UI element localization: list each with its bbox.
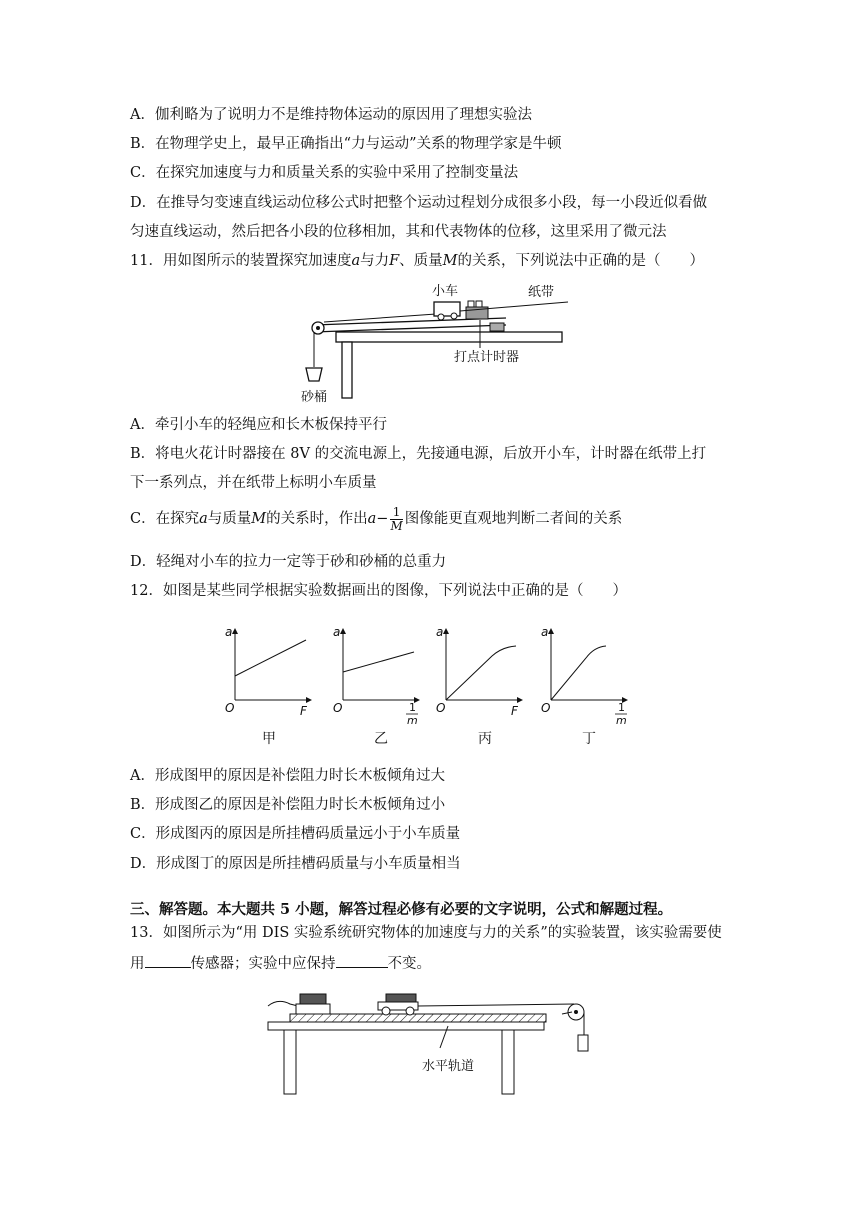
q13-line2 xyxy=(130,953,431,974)
q11-c-expr-a: a xyxy=(367,511,377,527)
q11-c-mid: 与质量 xyxy=(207,511,252,527)
bucket-label: 砂桶 xyxy=(301,390,328,405)
q11-stem-mid2: 、质量 xyxy=(399,253,443,269)
tape-label: 纸带 xyxy=(528,285,555,300)
graph-yi-x-den: m xyxy=(407,714,418,727)
q11-c-pre: C．在探究 xyxy=(130,511,200,527)
sand-bucket xyxy=(306,368,322,381)
timer-label: 打点计时器 xyxy=(454,350,520,365)
q11-option-b-line2: 下一系列点，并在纸带上标明小车质量 xyxy=(130,475,377,491)
string xyxy=(418,1004,574,1006)
graph-yi-y: a xyxy=(333,625,341,639)
track xyxy=(290,1014,546,1022)
q10-option-b: B．在物理学史上，最早正确指出“力与运动”关系的物理学家是牛顿 xyxy=(130,136,562,152)
graph-yi-line xyxy=(343,652,414,672)
section-3-title: 三、解答题。本大题共 5 小题，解答过程必修有必要的文字说明，公式和解题过程。 xyxy=(130,901,673,918)
sensor-wire xyxy=(268,1001,298,1006)
q12-option-c: C．形成图丙的原因是所挂槽码质量远小于小车质量 xyxy=(130,826,461,842)
q11-stem-pre: 11．用如图所示的装置探究加速度 xyxy=(130,253,352,269)
q12-stem: 12．如图是某些同学根据实验数据画出的图像，下列说法中正确的是（ ） xyxy=(130,583,627,599)
table-leg-left xyxy=(284,1030,296,1094)
q12-option-d: D．形成图丁的原因是所挂槽码质量与小车质量相当 xyxy=(130,856,461,872)
graph-bing xyxy=(436,625,523,718)
graph-ding-origin: O xyxy=(541,701,551,715)
graph-ding-curve xyxy=(551,646,606,700)
q11-c-var-a: a xyxy=(199,511,208,527)
q11-c-frac-num: 1 xyxy=(390,506,402,520)
graph-jia-line xyxy=(235,640,306,676)
cart-label: 小车 xyxy=(432,284,459,299)
q11-option-a: A．牵引小车的轻绳应和长木板保持平行 xyxy=(130,417,387,433)
q10-option-d-line2: 匀速直线运动，然后把各小段的位移相加，其和代表物体的位移，这里采用了微元法 xyxy=(130,224,667,240)
graph-ding-x-den: m xyxy=(616,714,627,727)
graph-ding xyxy=(541,625,628,727)
q10-option-a: A．伽利略为了说明力不是维持物体运动的原因用了理想实验法 xyxy=(130,107,532,123)
graph-yi xyxy=(333,625,420,727)
hanging-weight xyxy=(578,1035,588,1051)
q11-stem xyxy=(130,251,704,271)
graph-bing-x: F xyxy=(511,704,518,718)
q11-option-b-line1: B．将电火花计时器接在 8V 的交流电源上，先接通电源，后放开小车，计时器在纸带上打 xyxy=(130,446,707,462)
graph-ding-x-num: 1 xyxy=(618,701,625,714)
track-label: 水平轨道 xyxy=(422,1059,475,1074)
q12-option-a: A．形成图甲的原因是补偿阻力时长木板倾角过大 xyxy=(130,768,445,784)
q13-line2-mid: 传感器；实验中应保持 xyxy=(190,956,336,972)
cart-weight xyxy=(386,994,416,1002)
q10-option-c: C．在探究加速度与力和质量关系的实验中采用了控制变量法 xyxy=(130,165,519,181)
q11-var-a: a xyxy=(351,253,361,269)
q11-stem-post: 的关系，下列说法中正确的是（ ） xyxy=(457,253,705,269)
q13-blank-2[interactable] xyxy=(336,953,388,968)
sensor-block xyxy=(300,994,326,1004)
graph-bing-curve xyxy=(446,646,516,700)
graph-label-bing: 丙 xyxy=(478,731,492,747)
graph-jia-origin: O xyxy=(225,701,235,715)
graph-jia xyxy=(225,625,312,718)
q11-c-var-M: M xyxy=(251,511,267,527)
graph-bing-y: a xyxy=(436,625,444,639)
q12-option-b: B．形成图乙的原因是补偿阻力时长木板倾角过小 xyxy=(130,797,446,813)
graph-jia-x: F xyxy=(300,704,307,718)
q13-line2-pre: 用 xyxy=(130,956,145,972)
q11-option-c xyxy=(130,505,622,533)
graph-label-jia: 甲 xyxy=(262,731,276,747)
table-leg-right xyxy=(502,1030,514,1094)
q11-var-F: F xyxy=(389,253,400,269)
graph-ding-y: a xyxy=(541,625,549,639)
graph-bing-origin: O xyxy=(436,701,446,715)
board-bottom xyxy=(314,325,506,332)
q11-c-fraction xyxy=(390,506,402,533)
q13-line1: 13．如图所示为“用 DIS 实验系统研究物体的加速度与力的关系”的实验装置，该实验需要使 xyxy=(130,925,722,941)
graph-label-ding: 丁 xyxy=(582,731,596,747)
q11-c-frac-den: M xyxy=(390,518,403,533)
graph-jia-y: a xyxy=(225,625,233,639)
q13-line2-post: 不变。 xyxy=(387,956,431,972)
q11-var-M: M xyxy=(442,253,458,269)
graph-yi-x-num: 1 xyxy=(409,701,416,714)
table-top xyxy=(268,1022,544,1030)
q13-blank-1[interactable] xyxy=(145,953,191,968)
q10-option-d-line1: D．在推导匀变速直线运动位移公式时把整个运动过程划分成很多小段，每一小段近似看做 xyxy=(130,195,708,211)
q11-c-dash: − xyxy=(376,511,389,527)
q12-graphs xyxy=(220,620,640,730)
table-top xyxy=(336,332,562,342)
q11-c-mid2: 的关系时，作出 xyxy=(266,511,368,527)
graph-yi-origin: O xyxy=(333,701,343,715)
q11-stem-mid1: 与力 xyxy=(360,253,390,269)
q11-c-post: 图像能更直观地判断二者间的关系 xyxy=(404,511,623,527)
q11-apparatus-figure xyxy=(296,280,576,408)
table-leg xyxy=(342,342,352,398)
graph-label-yi: 乙 xyxy=(374,731,388,747)
q11-option-d: D．轻绳对小车的拉力一定等于砂和砂桶的总重力 xyxy=(130,554,447,570)
q13-apparatus-figure xyxy=(262,990,602,1100)
